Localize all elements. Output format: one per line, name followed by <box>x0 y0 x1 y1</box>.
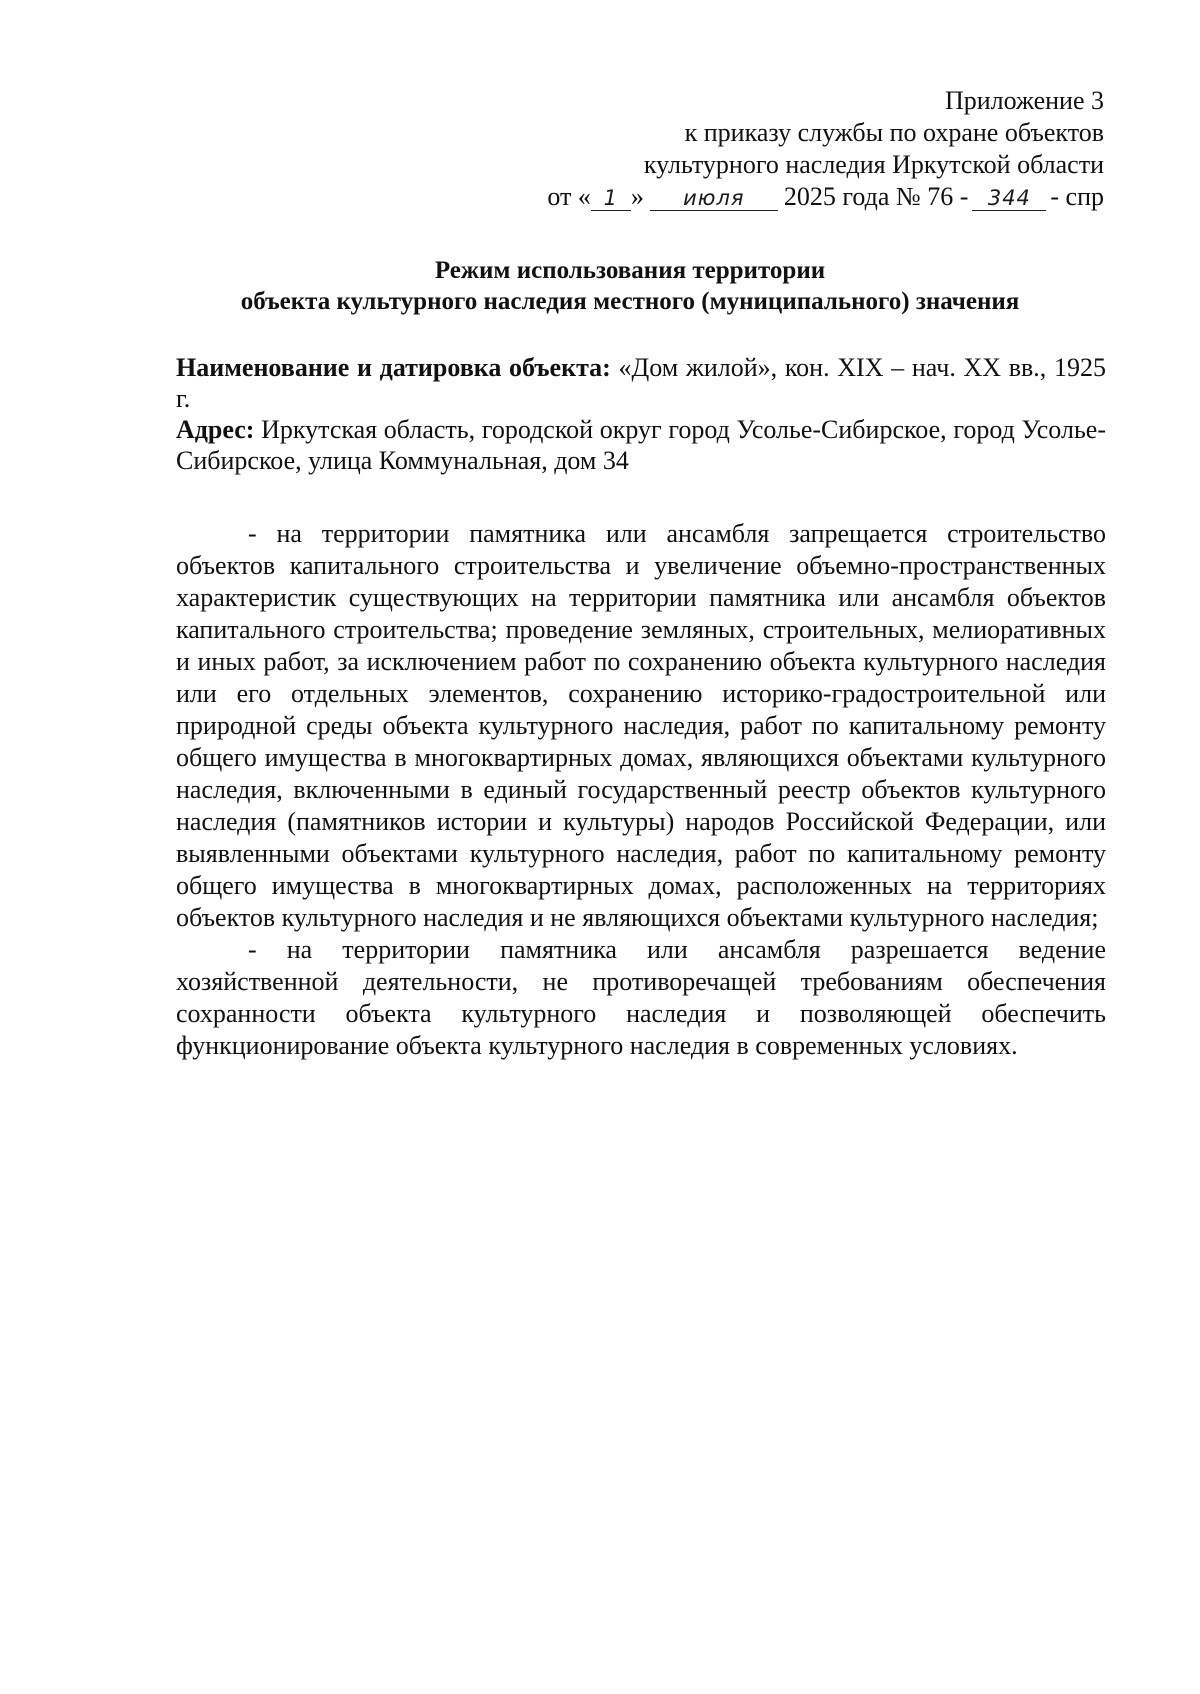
order-suffix: - спр <box>1050 182 1104 211</box>
object-name-row <box>176 352 1106 414</box>
appendix-number: Приложение 3 <box>944 86 1104 115</box>
appendix-authority-line: культурного наследия Иркутской области <box>643 150 1104 179</box>
order-date-line <box>547 181 1104 213</box>
appendix-header <box>547 85 1104 213</box>
date-day-handwritten: 1 <box>603 186 619 210</box>
date-month-field <box>650 184 778 211</box>
object-name-label: Наименование и датировка объекта: <box>176 353 611 382</box>
title-line-2: объекта культурного наследия местного (муниципального) значения <box>240 288 1020 315</box>
date-year-text: 2025 года № 76 - <box>783 182 969 211</box>
object-name-value: «Дом жилой», кон. XIX – нач. XX вв., 1925 г. <box>176 353 1106 413</box>
document-body <box>176 518 1106 1062</box>
date-day-field <box>591 184 631 211</box>
object-address-label: Адрес: <box>176 415 255 444</box>
object-info <box>176 352 1106 476</box>
title-line-1: Режим использования территории <box>434 257 826 284</box>
document-title <box>160 255 1100 317</box>
permission-paragraph: - на территории памятника или ансамбля разрешается ведение хозяйственной деятельности, не противоречащей требованиям обеспечения сохранности объекта культурного наследия и позволяющей обеспечить функционирование объекта культурного наследия в современных условиях. <box>176 935 1106 1060</box>
order-number-handwritten: 344 <box>987 186 1031 210</box>
object-address-value: Иркутская область, городской округ город Усолье-Сибирское, город Усолье-Сибирское, улица Коммунальная, дом 34 <box>176 415 1106 475</box>
prohibition-paragraph: - на территории памятника или ансамбля запрещается строительство объектов капитального строительства и увеличение объемно-пространственных характеристик существующих на территории памятника или ансамбля объектов капитального строительства; проведение земляных, строительных, мелиоративных и иных работ, за исключением работ по сохранению объекта культурного наследия или его отдельных элементов, сохранению историко-градостроительной или природной среды объекта культурного наследия, работ по капитальному ремонту общего имущества в многоквартирных домах, являющихся объектами культурного наследия, включенными в единый государственный реестр объектов культурного наследия (памятников истории и культуры) народов Российской Федерации, или выявленными объектами культурного наследия, работ по капитальному ремонту общего имущества в многоквартирных домах, расположенных на территориях объектов культурного наследия и не являющихся объектами культурного наследия; <box>176 519 1106 932</box>
appendix-order-line: к приказу службы по охране объектов <box>684 118 1104 147</box>
object-address-row <box>176 414 1106 476</box>
date-month-handwritten: июля <box>683 186 745 210</box>
date-quote-close: » <box>630 182 644 211</box>
date-prefix: от « <box>547 182 591 211</box>
order-number-field <box>972 184 1046 211</box>
